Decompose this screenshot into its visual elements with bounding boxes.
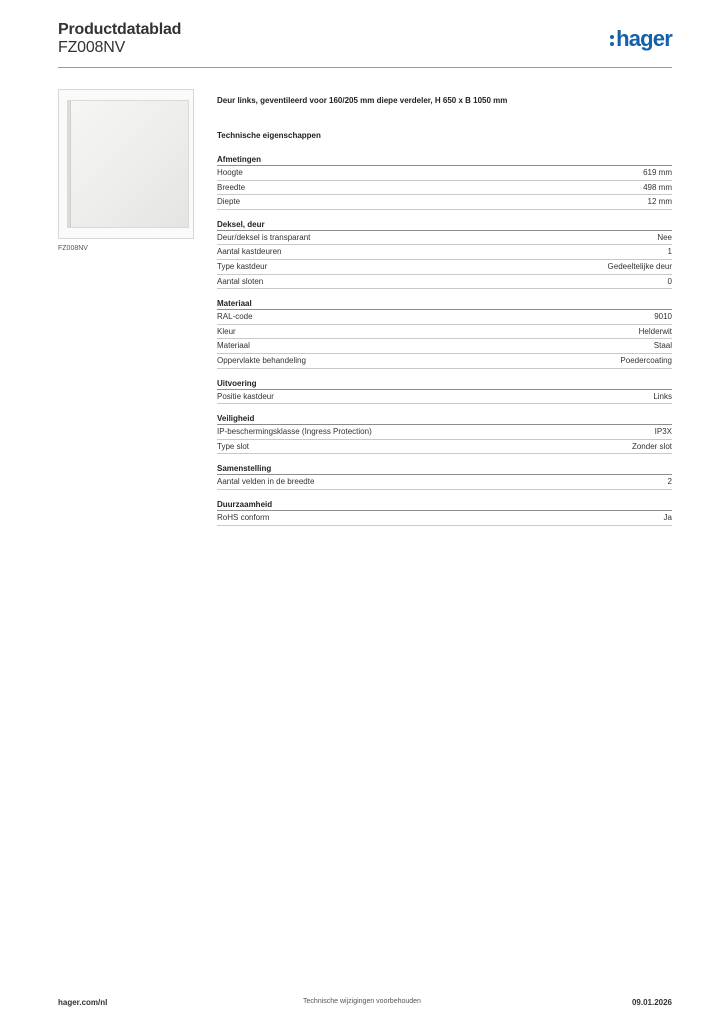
spec-label: IP-beschermingsklasse (Ingress Protection): [217, 427, 372, 437]
spec-row: [217, 181, 672, 196]
spec-row: [217, 475, 672, 490]
spec-value: 0: [667, 276, 672, 286]
section-title: Afmetingen: [217, 155, 672, 166]
section-spacer: [217, 369, 672, 379]
section-spacer: [217, 404, 672, 414]
spec-row: [217, 354, 672, 369]
spec-row: [217, 245, 672, 260]
spec-label: Aantal sloten: [217, 276, 264, 286]
image-caption: FZ008NV: [58, 245, 88, 252]
spec-row: [217, 231, 672, 246]
section-spacer: [217, 490, 672, 500]
spec-row: [217, 511, 672, 526]
spec-label: Kleur: [217, 326, 236, 336]
section-title: Duurzaamheid: [217, 500, 672, 511]
spec-value: Gedeeltelijke deur: [607, 261, 672, 271]
spec-label: Positie kastdeur: [217, 391, 274, 401]
section-spacer: [217, 454, 672, 464]
spec-value: Ja: [663, 512, 672, 522]
section-title: Uitvoering: [217, 379, 672, 390]
spec-label: Type kastdeur: [217, 261, 268, 271]
door-hinge-edge: [68, 101, 71, 227]
section-spacer: [217, 210, 672, 220]
spec-row: [217, 440, 672, 455]
spec-row: [217, 275, 672, 290]
spec-label: Aantal velden in de breedte: [217, 477, 315, 487]
spec-row: [217, 425, 672, 440]
spec-value: 2: [667, 477, 672, 487]
section-title: Materiaal: [217, 299, 672, 310]
door-panel-illustration: [67, 100, 189, 228]
section-title: Deksel, deur: [217, 220, 672, 231]
spec-row: [217, 195, 672, 210]
spec-label: Oppervlakte behandeling: [217, 355, 306, 365]
footer-notice: Technische wijzigingen voorbehouden: [303, 998, 421, 1005]
spec-label: Materiaal: [217, 341, 250, 351]
spec-row: [217, 260, 672, 275]
spec-label: Breedte: [217, 182, 246, 192]
spec-value: Nee: [657, 232, 672, 242]
spec-sections: [217, 155, 672, 526]
spec-value: 1: [667, 247, 672, 257]
spec-label: Aantal kastdeuren: [217, 247, 282, 257]
spec-label: RAL-code: [217, 312, 253, 322]
product-description: Deur links, geventileerd voor 160/205 mm diepe verdeler, H 650 x B 1050 mm: [217, 96, 508, 105]
spec-label: Deur/deksel is transparant: [217, 232, 311, 242]
spec-value: 12 mm: [647, 197, 672, 207]
logo-colon-icon: [610, 31, 615, 47]
spec-row: [217, 310, 672, 325]
spec-row: [217, 339, 672, 354]
spec-row: [217, 390, 672, 405]
section-title: Veiligheid: [217, 414, 672, 425]
spec-value: Links: [653, 391, 672, 401]
spec-value: Staal: [653, 341, 672, 351]
section-spacer: [217, 289, 672, 299]
spec-row: [217, 166, 672, 181]
product-code: FZ008NV: [58, 39, 126, 56]
footer-date: 09.01.2026: [631, 998, 672, 1007]
spec-label: Diepte: [217, 197, 241, 207]
spec-value: Poedercoating: [620, 355, 672, 365]
document-title: Productdatablad: [58, 21, 182, 38]
hager-logo[interactable]: [610, 28, 672, 50]
product-specs: [217, 96, 672, 526]
spec-row: [217, 325, 672, 340]
spec-value: 9010: [654, 312, 672, 322]
footer-website-link[interactable]: hager.com/nl: [58, 998, 108, 1007]
spec-label: Type slot: [217, 441, 250, 451]
spec-value: Zonder slot: [631, 441, 672, 451]
spec-value: IP3X: [654, 427, 672, 437]
spec-value: Helderwit: [638, 326, 672, 336]
product-image: [58, 89, 194, 239]
spec-value: 619 mm: [643, 168, 672, 177]
tech-properties-heading: Technische eigenschappen: [217, 131, 321, 140]
spec-value: 498 mm: [643, 182, 672, 192]
page-header: [58, 20, 672, 68]
spec-label: RoHS conform: [217, 512, 270, 522]
spec-label: Hoogte: [217, 168, 243, 177]
logo-text: hager: [616, 26, 672, 51]
section-title: Samenstelling: [217, 464, 672, 475]
